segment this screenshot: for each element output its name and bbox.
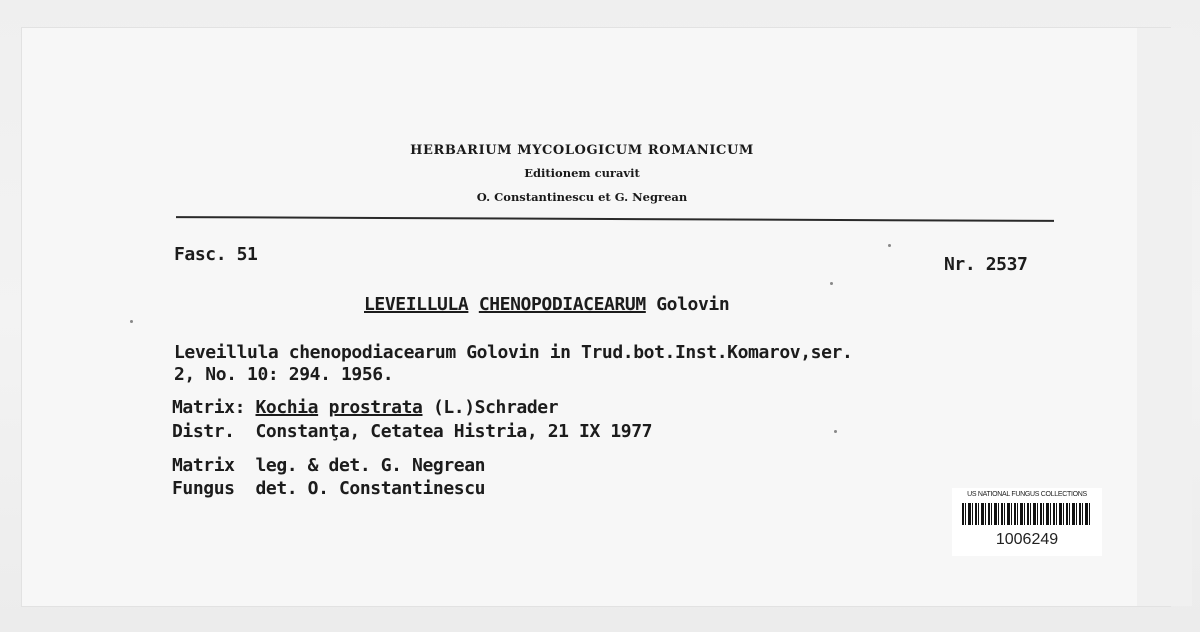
fungus-collector-label: Fungus [172,478,235,499]
distribution-label: Distr. [172,421,235,442]
barcode-icon [962,503,1092,525]
label-edge-shade [1137,28,1192,606]
editors: O. Constantinescu et G. Negrean [476,190,688,204]
title-genus: LEVEILLULA [364,294,469,315]
title-author: Golovin [656,294,730,315]
scan-speck [130,320,133,323]
host-author: (L.)Schrader [432,397,559,418]
matrix-label: Matrix: [172,397,246,418]
barcode-title: US NATIONAL FUNGUS COLLECTIONS [967,491,1087,498]
citation-line-1: Leveillula chenopodiacearum Golovin in Trud.bot.Inst.Komarov,ser. [174,342,853,363]
editor-caption: Editionem curavit [524,166,640,180]
barcode-number: 1006249 [995,531,1059,548]
distribution-value: Constanţa, Cetatea Histria, 21 IX 1977 [255,421,653,442]
scan-speck [888,244,891,247]
barcode-label [952,488,1102,556]
matrix-line [172,397,558,418]
scan-speck [834,430,837,433]
distribution-line [172,421,652,442]
matrix-collector-line [172,455,485,476]
fungus-collector-value: det. O. Constantinescu [255,478,486,499]
host-species: prostrata [328,397,423,418]
title-species: CHENOPODIACEARUM [478,294,646,315]
matrix-collector-value: leg. & det. G. Negrean [255,455,486,476]
citation-line-2: 2, No. 10: 294. 1956. [174,364,394,385]
matrix-collector-label: Matrix [172,455,235,476]
herbarium-title: HERBARIUM MYCOLOGICUM ROMANICUM [410,143,754,158]
host-genus: Kochia [255,397,319,418]
scan-speck [830,282,833,285]
species-title [364,294,729,315]
specimen-number: Nr. 2537 [944,254,1028,275]
fascicle-number: Fasc. 51 [174,244,258,265]
fungus-collector-line [172,478,485,499]
